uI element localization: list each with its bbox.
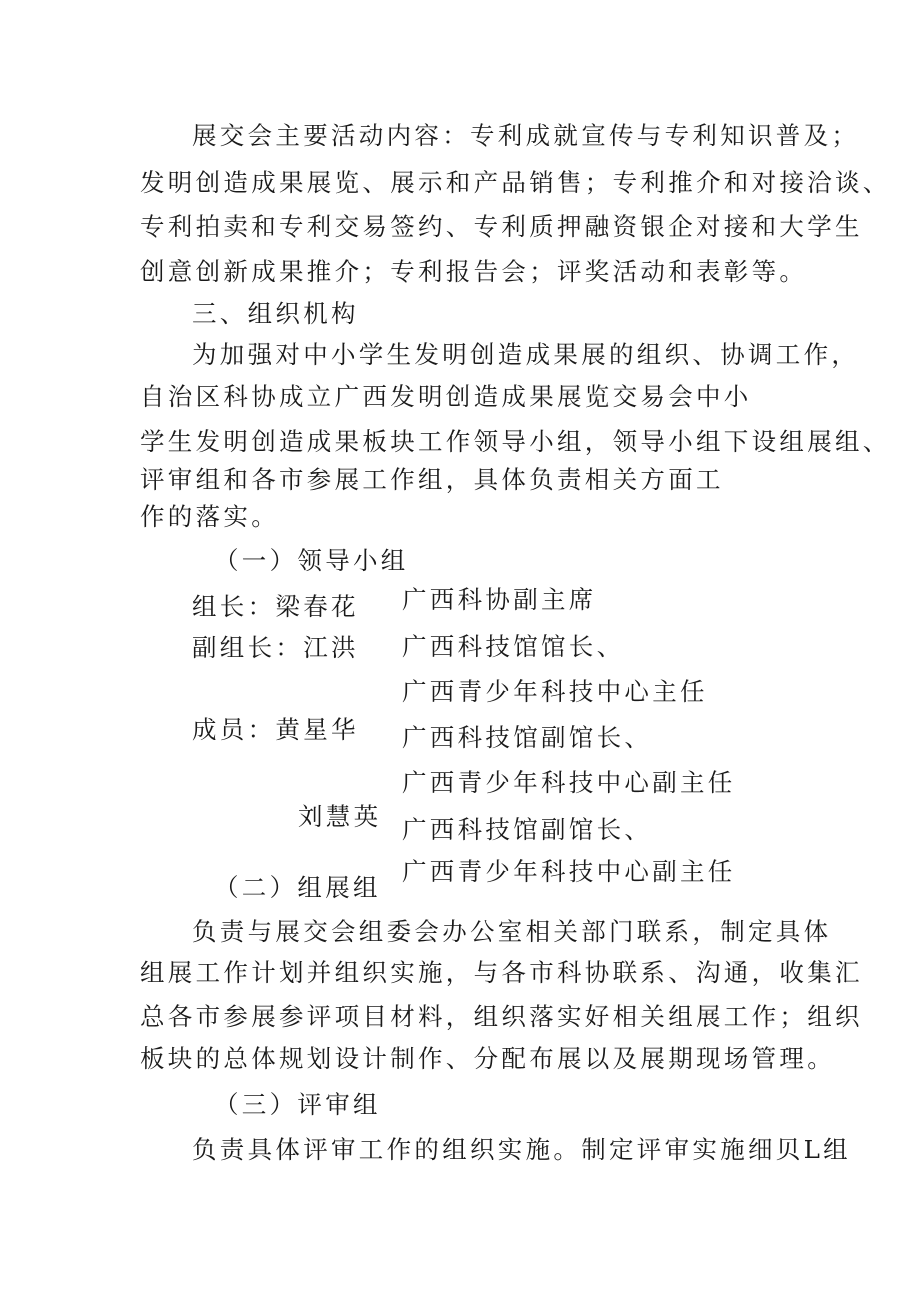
paragraph-line: 作的落实。 (140, 502, 279, 531)
deputy-title: 广西青少年科技中心主任 (402, 677, 708, 706)
member-title: 广西科技馆副馆长、 (402, 815, 653, 844)
paragraph-line: 组展工作计划并组织实施，与各市科协联系、沟通，收集汇 (140, 958, 863, 987)
paragraph-line: 展交会主要活动内容：专利成就宣传与专利知识普及； (192, 121, 860, 150)
member-name: 刘慧英 (298, 802, 382, 831)
member-label: 成员：黄星华 (192, 715, 359, 744)
paragraph-line: 评审组和各市参展工作组，具体负责相关方面工 (140, 465, 724, 494)
paragraph-line: 自治区科协成立广西发明创造成果展览交易会中小 (140, 382, 752, 411)
paragraph-line: 专利拍卖和专利交易签约、专利质押融资银企对接和大学生 (140, 212, 863, 241)
subsection-heading: （三）评审组 (214, 1090, 381, 1119)
paragraph-line: 负责与展交会组委会办公室相关部门联系，制定具体 (192, 917, 832, 946)
deputy-label: 副组长：江洪 (192, 633, 359, 662)
leader-label: 组长：梁春花 (192, 592, 359, 621)
paragraph-line: 板块的总体规划设计制作、分配布展以及展期现场管理。 (140, 1044, 835, 1073)
leader-title: 广西科协副主席 (402, 585, 597, 614)
subsection-heading: （一）领导小组 (214, 546, 409, 575)
paragraph-line: 学生发明创造成果板块工作领导小组，领导小组下设组展组、 (140, 427, 891, 456)
member-title: 广西科技馆副馆长、 (402, 723, 653, 752)
member-title-cut: 广西青少年科技中心副主任 (402, 857, 736, 886)
subsection-heading: （二）组展组 (214, 873, 381, 902)
member-title: 广西青少年科技中心副主任 (402, 768, 736, 797)
paragraph-line: 总各市参展参评项目材料，组织落实好相关组展工作；组织 (140, 1002, 863, 1031)
paragraph-line: 发明创造成果展览、展示和产品销售；专利推介和对接洽谈、 (140, 168, 891, 197)
paragraph-line: 为加强对中小学生发明创造成果展的组织、协调工作， (192, 340, 860, 369)
section-heading: 三、组织机构 (192, 299, 359, 328)
deputy-title: 广西科技馆馆长、 (402, 632, 625, 661)
paragraph-line: 负责具体评审工作的组织实施。制定评审实施细贝L组 (192, 1135, 851, 1164)
paragraph-line: 创意创新成果推介；专利报告会；评奖活动和表彰等。 (140, 257, 808, 286)
